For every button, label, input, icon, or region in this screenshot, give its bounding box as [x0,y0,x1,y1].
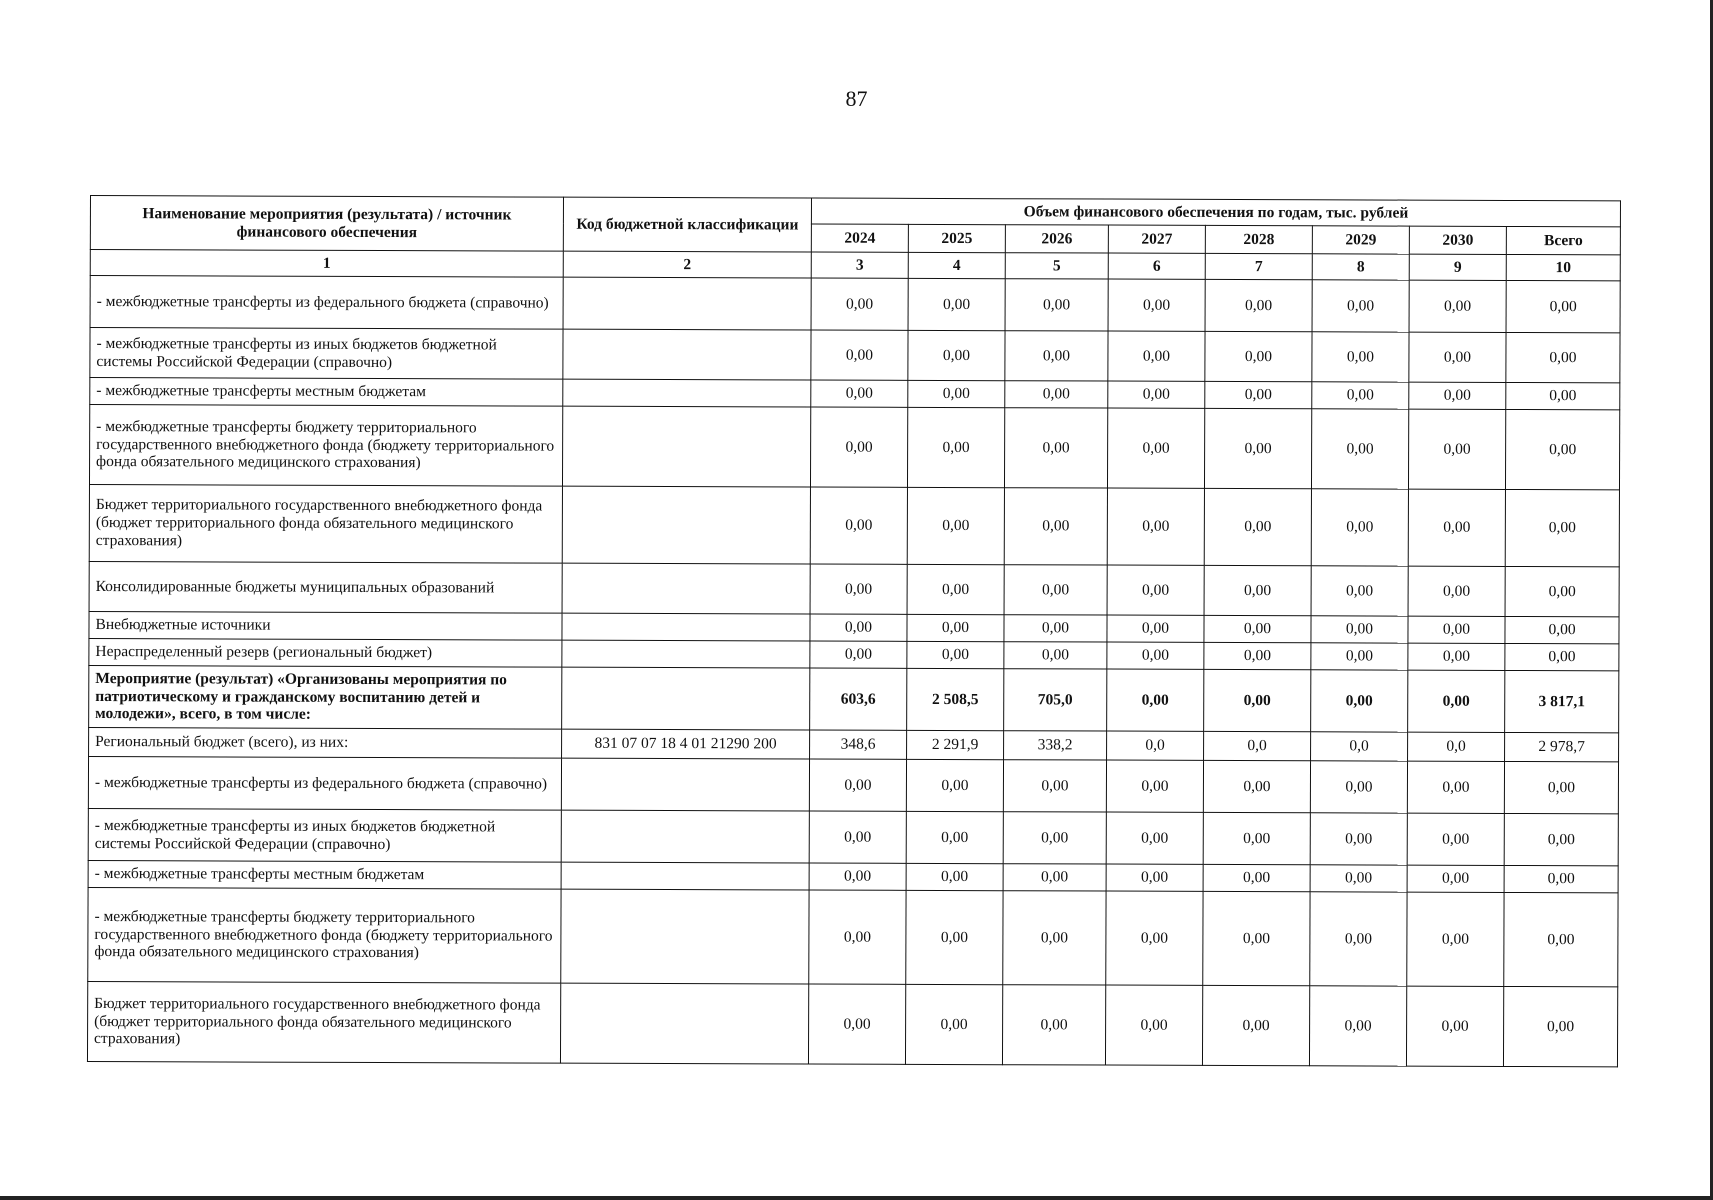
row-code-cell [562,667,810,730]
row-value-cell: 0,00 [1406,986,1503,1066]
row-value-cell: 0,00 [906,759,1003,811]
row-value-cell: 0,00 [1205,331,1312,381]
row-value-cell: 0,00 [1003,891,1106,985]
row-value-cell: 0,00 [1409,382,1506,409]
row-total-cell: 0,00 [1505,489,1619,566]
row-value-cell: 0,00 [1204,408,1311,488]
table-row [88,756,1618,813]
header-total: Всего [1506,226,1620,254]
table-row [87,981,1617,1066]
row-value-cell: 0,00 [908,278,1005,330]
row-value-cell: 0,0 [1408,732,1505,761]
row-value-cell: 0,00 [1204,565,1311,615]
row-value-cell: 0,00 [1408,489,1505,566]
row-value-cell: 0,00 [1203,812,1310,864]
row-value-cell: 0,00 [1106,891,1203,985]
row-name-cell: - межбюджетные трансферты из федерального бюджета (справочно) [90,276,563,330]
column-index: 10 [1506,254,1620,280]
row-value-cell: 0,00 [1106,864,1203,891]
row-value-cell: 0,00 [907,564,1004,614]
row-value-cell: 0,00 [810,564,907,614]
row-name-cell: - межбюджетные трансферты местным бюджетам [88,860,561,889]
header-year: 2030 [1409,226,1506,254]
row-value-cell: 0,00 [1408,670,1505,732]
row-value-cell: 0,00 [1203,864,1310,891]
row-value-cell: 0,00 [1311,489,1408,566]
row-value-cell: 0,00 [1107,565,1204,615]
row-value-cell: 0,00 [1204,642,1311,669]
row-value-cell: 0,00 [811,380,908,407]
row-value-cell: 0,00 [1003,864,1106,891]
row-total-cell: 0,00 [1505,616,1619,643]
scan-edge-bottom [0,1196,1713,1200]
row-value-cell: 0,00 [1309,986,1406,1066]
row-name-cell: - межбюджетные трансферты бюджету территориального государственного внебюджетного фонда (бюджету территориального фонда обязательного медицинского страхования) [88,887,561,983]
row-value-cell: 0,0 [1107,731,1204,760]
table-row [89,484,1619,566]
row-name-cell: - межбюджетные трансферты из федерального бюджета (справочно) [88,756,561,810]
row-value-cell: 348,6 [810,730,907,759]
header-volume-col: Объем финансового обеспечения по годам, тыс. рублей [811,198,1620,227]
row-total-cell: 0,00 [1504,865,1618,892]
row-value-cell: 0,00 [907,614,1004,641]
row-name-cell: Бюджет территориального государственного внебюджетного фонда (бюджет территориального фонда обязательного медицинского страхования) [87,981,560,1063]
row-value-cell: 0,00 [1407,892,1504,986]
row-value-cell: 0,00 [1312,382,1409,409]
row-value-cell: 0,00 [1407,761,1504,813]
row-value-cell: 0,00 [1004,488,1107,565]
row-value-cell: 0,00 [1205,381,1312,408]
row-value-cell: 0,00 [1312,280,1409,332]
row-value-cell: 0,00 [811,330,908,380]
row-value-cell: 0,00 [1204,615,1311,642]
row-value-cell: 0,00 [1407,813,1504,865]
row-value-cell: 0,00 [908,330,1005,380]
row-value-cell: 0,00 [810,641,907,668]
row-value-cell: 0,00 [1005,331,1108,381]
column-index: 4 [908,252,1005,278]
column-index: 7 [1205,253,1312,279]
header-year: 2024 [811,224,908,252]
row-value-cell: 603,6 [810,668,907,730]
row-value-cell: 0,00 [1107,669,1204,731]
row-value-cell: 0,00 [1005,381,1108,408]
row-value-cell: 0,00 [809,890,906,984]
row-total-cell: 3 817,1 [1505,670,1619,732]
table-row [89,561,1619,616]
row-name-cell: - межбюджетные трансферты из иных бюджетов бюджетной системы Российской Федерации (справочно) [90,328,563,380]
row-value-cell: 0,0 [1204,731,1311,760]
row-value-cell: 0,00 [1311,670,1408,732]
row-value-cell: 0,00 [1203,760,1310,812]
header-year: 2029 [1312,226,1409,254]
row-value-cell: 0,00 [1310,761,1407,813]
row-code-cell [561,758,809,811]
row-value-cell: 338,2 [1004,731,1107,760]
column-index: 9 [1409,254,1506,280]
row-code-cell [563,329,811,380]
table-row [89,665,1619,732]
column-index: 2 [563,251,811,278]
row-code-cell [560,983,808,1064]
row-value-cell: 0,00 [1105,985,1202,1065]
row-value-cell: 705,0 [1004,669,1107,731]
row-value-cell: 0,00 [1002,985,1105,1065]
row-value-cell: 0,00 [1310,865,1407,892]
row-value-cell: 0,00 [810,407,907,487]
row-total-cell: 0,00 [1505,409,1619,489]
row-value-cell: 0,00 [1004,408,1107,488]
column-index: 3 [811,252,908,278]
row-value-cell: 0,00 [1205,279,1312,331]
row-value-cell: 0,00 [1408,566,1505,616]
row-total-cell: 0,00 [1504,892,1618,986]
header-year: 2028 [1205,225,1312,253]
row-name-cell: - межбюджетные трансферты из иных бюджетов бюджетной системы Российской Федерации (справочно) [88,808,561,862]
row-value-cell: 0,00 [1108,279,1205,331]
row-value-cell: 0,00 [1311,566,1408,616]
row-code-cell [562,406,810,487]
row-value-cell: 2 291,9 [907,730,1004,759]
column-index: 8 [1312,254,1409,280]
row-value-cell: 0,00 [808,984,905,1064]
header-year: 2026 [1005,225,1108,253]
row-code-cell [561,810,809,863]
row-value-cell: 0,00 [1108,381,1205,408]
row-value-cell: 0,00 [1004,565,1107,615]
row-value-cell: 0,00 [809,863,906,890]
row-value-cell: 0,00 [906,863,1003,890]
row-value-cell: 0,00 [1003,812,1106,864]
row-value-cell: 0,00 [1407,865,1504,892]
row-value-cell: 0,00 [905,984,1002,1064]
row-code-cell [562,563,810,614]
row-value-cell: 0,00 [1107,642,1204,669]
row-total-cell: 0,00 [1506,382,1620,409]
row-value-cell: 0,00 [1107,615,1204,642]
row-value-cell: 0,00 [1107,488,1204,565]
row-value-cell: 0,00 [906,811,1003,863]
row-total-cell: 0,00 [1506,280,1620,332]
table-row [90,328,1620,383]
row-value-cell: 0,00 [1204,669,1311,731]
row-name-cell: Бюджет территориального государственного внебюджетного фонда (бюджет территориального фонда обязательного медицинского страхования) [89,484,562,563]
row-name-cell: Мероприятие (результат) «Организованы мероприятия по патриотическому и гражданскому воспитанию детей и молодежи», всего, в том числе: [89,665,562,729]
row-code-cell [563,277,811,330]
row-name-cell: Внебюджетные источники [89,611,562,640]
row-name-cell: Нераспределенный резерв (региональный бюджет) [89,638,562,667]
row-value-cell: 0,00 [1108,331,1205,381]
row-code-cell [562,486,810,564]
row-value-cell: 0,00 [1311,643,1408,670]
row-value-cell: 0,00 [810,614,907,641]
header-code-col: Код бюджетной классификации [563,197,811,252]
row-name-cell: Региональный бюджет (всего), из них: [89,727,562,758]
row-value-cell: 0,00 [1310,892,1407,986]
row-value-cell: 0,00 [809,759,906,811]
row-total-cell: 0,00 [1505,566,1619,616]
row-value-cell: 0,00 [907,487,1004,564]
row-value-cell: 0,00 [1204,488,1311,565]
row-name-cell: - межбюджетные трансферты местным бюджетам [90,378,563,407]
row-value-cell: 0,00 [1408,409,1505,489]
row-value-cell: 0,00 [907,407,1004,487]
row-value-cell: 0,00 [810,487,907,564]
row-value-cell: 0,00 [906,890,1003,984]
row-value-cell: 0,00 [1203,891,1310,985]
column-index: 6 [1108,253,1205,279]
row-value-cell: 2 508,5 [907,668,1004,730]
financing-table [87,195,1621,1067]
row-value-cell: 0,00 [1311,409,1408,489]
row-value-cell: 0,00 [1408,643,1505,670]
header-year: 2025 [908,224,1005,252]
row-value-cell: 0,00 [908,380,1005,407]
row-code-cell: 831 07 07 18 4 01 21290 200 [562,729,810,759]
row-code-cell [562,613,810,641]
row-total-cell: 0,00 [1504,761,1618,813]
row-code-cell [561,889,809,984]
row-value-cell: 0,00 [1409,280,1506,332]
table-row [88,887,1618,986]
column-index: 5 [1005,253,1108,279]
row-code-cell [561,862,809,890]
row-value-cell: 0,00 [1005,279,1108,331]
row-value-cell: 0,00 [1004,642,1107,669]
table-row [88,808,1618,865]
row-value-cell: 0,00 [1312,332,1409,382]
row-total-cell: 0,00 [1504,813,1618,865]
row-value-cell: 0,00 [1003,760,1106,812]
row-value-cell: 0,00 [811,278,908,330]
row-value-cell: 0,00 [809,811,906,863]
row-total-cell: 0,00 [1503,986,1617,1066]
row-value-cell: 0,00 [1202,985,1309,1065]
row-value-cell: 0,00 [1311,616,1408,643]
row-name-cell: Консолидированные бюджеты муниципальных образований [89,561,562,613]
row-name-cell: - межбюджетные трансферты бюджету территориального государственного внебюджетного фонда (бюджету территориального фонда обязательного медицинского страхования) [89,405,562,487]
row-total-cell: 2 978,7 [1505,732,1619,761]
table-row [89,405,1619,490]
row-code-cell [562,640,810,668]
row-value-cell: 0,00 [1408,616,1505,643]
row-value-cell: 0,00 [1107,408,1204,488]
header-year: 2027 [1108,225,1205,253]
header-name-col: Наименование мероприятия (результата) / источник финансового обеспечения [90,196,563,252]
page-number: 87 [845,86,868,111]
row-total-cell: 0,00 [1506,332,1620,382]
row-value-cell: 0,00 [1409,332,1506,382]
column-index: 1 [90,250,563,278]
row-value-cell: 0,00 [1106,760,1203,812]
row-code-cell [563,379,811,407]
row-value-cell: 0,00 [1106,812,1203,864]
row-value-cell: 0,0 [1311,732,1408,761]
row-value-cell: 0,00 [1004,615,1107,642]
row-total-cell: 0,00 [1505,643,1619,670]
row-value-cell: 0,00 [1310,813,1407,865]
table-row [90,276,1620,333]
row-value-cell: 0,00 [907,641,1004,668]
